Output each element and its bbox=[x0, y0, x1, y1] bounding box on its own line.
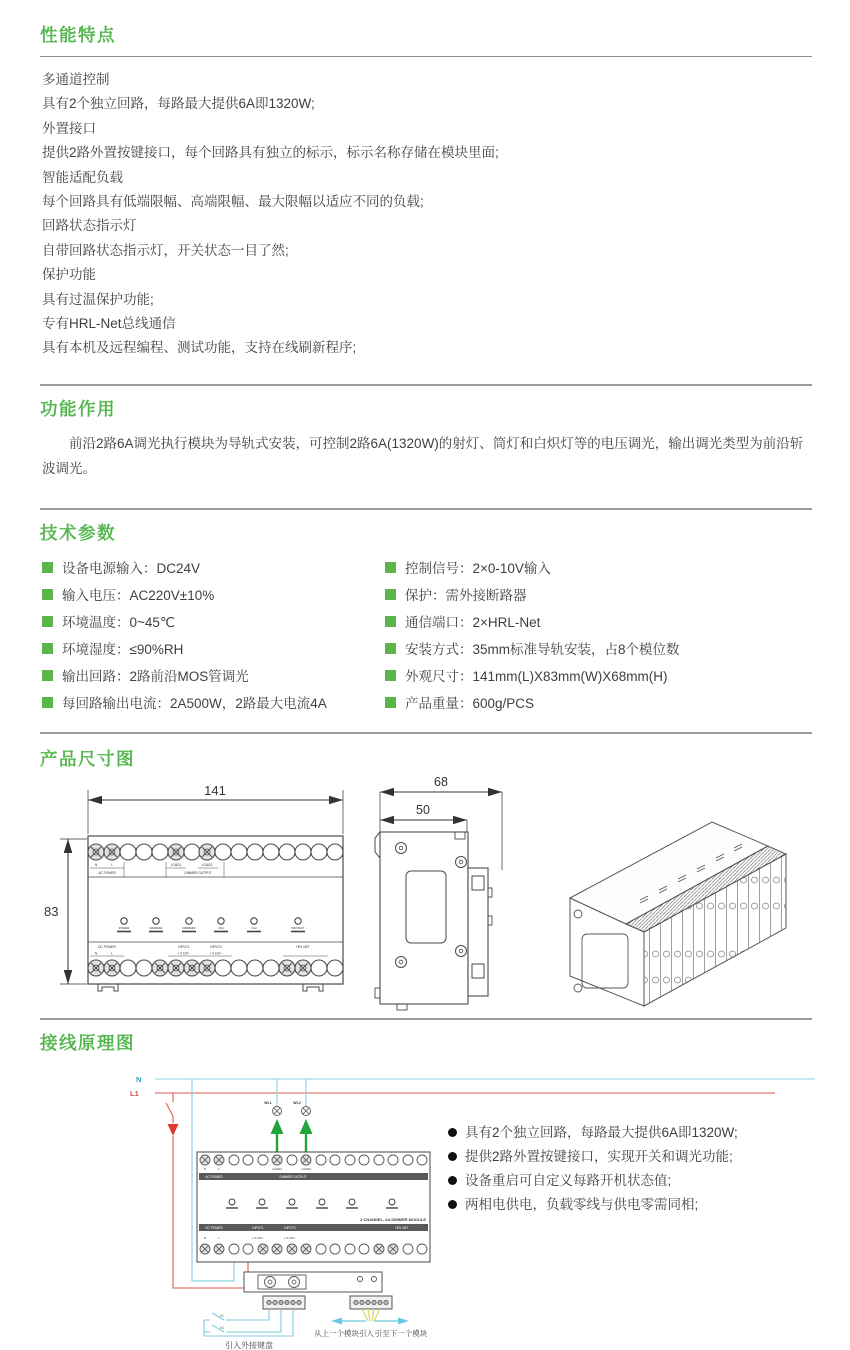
green-square-bullet bbox=[42, 670, 53, 681]
svg-text:DIMMER1: DIMMER1 bbox=[149, 926, 163, 930]
feature-line: 自带回路状态指示灯，开关状态一目了然; bbox=[42, 242, 289, 258]
bullet-dot-icon bbox=[448, 1176, 457, 1185]
spec-text: 每回路输出电流：2A500W，2路最大电流4A bbox=[62, 696, 327, 711]
spec-item bbox=[42, 614, 372, 628]
svg-text:DC POWER: DC POWER bbox=[205, 1226, 223, 1230]
spec-text: 环境温度：0~45℃ bbox=[62, 615, 176, 630]
bottom-connector-box bbox=[244, 1272, 382, 1292]
feature-line: 外置接口 bbox=[42, 120, 96, 136]
spec-item bbox=[385, 668, 815, 682]
next-module-arrow bbox=[374, 1318, 409, 1325]
specs-left-column bbox=[42, 560, 372, 722]
feature-line: 多通道控制 bbox=[42, 72, 110, 87]
side-view-drawing bbox=[365, 772, 515, 1014]
svg-text:LOAD2: LOAD2 bbox=[201, 863, 213, 867]
section-divider bbox=[40, 508, 812, 510]
svg-text:N: N bbox=[94, 863, 98, 867]
spec-text: 输出回路：2路前沿MOS管调光 bbox=[62, 669, 249, 684]
svg-text:DC POWER: DC POWER bbox=[98, 945, 116, 949]
svg-text:DIMMER2: DIMMER2 bbox=[182, 926, 196, 930]
green-square-bullet bbox=[385, 670, 396, 681]
dim-83-label: 83 bbox=[44, 904, 59, 919]
spec-item bbox=[385, 641, 815, 655]
svg-text:+ 0-10V -: + 0-10V - bbox=[251, 1236, 265, 1240]
spec-text: 设备电源输入：DC24V bbox=[62, 561, 201, 576]
load-lamp-2 bbox=[293, 1079, 312, 1152]
svg-text:L: L bbox=[218, 1236, 220, 1240]
feature-line: 具有本机及远程编程、测试功能，支持在线刷新程序; bbox=[42, 340, 357, 356]
green-square-bullet bbox=[385, 589, 396, 600]
spec-text: 安装方式：35mm标准导轨安装，占8个模位数 bbox=[405, 642, 680, 657]
note-item bbox=[448, 1124, 828, 1141]
specs-section-title: 技术参数 bbox=[40, 523, 116, 543]
note-item bbox=[448, 1172, 828, 1189]
prev-module-arrow bbox=[331, 1318, 366, 1325]
spec-text: 控制信号：2×0-10V输入 bbox=[405, 561, 551, 576]
svg-text:+ 0-10V -: + 0-10V - bbox=[209, 951, 223, 956]
feature-line: 具有2个独立回路，每路最大提供6A即1320W; bbox=[42, 96, 315, 112]
green-square-bullet bbox=[385, 697, 396, 708]
svg-text:N: N bbox=[203, 1236, 207, 1240]
green-square-bullet bbox=[385, 643, 396, 654]
green-square-bullet bbox=[42, 697, 53, 708]
green-square-bullet bbox=[42, 643, 53, 654]
wiring-section-title: 接线原理图 bbox=[40, 1033, 135, 1053]
green-square-bullet bbox=[42, 562, 53, 573]
svg-text:LOAD2: LOAD2 bbox=[301, 1167, 311, 1171]
svg-text:WL1: WL1 bbox=[264, 1101, 272, 1105]
svg-text:PROTECT: PROTECT bbox=[291, 926, 305, 930]
spec-text: 产品重量：600g/PCS bbox=[405, 696, 535, 711]
function-section-title: 功能作用 bbox=[40, 399, 116, 419]
svg-text:CH2: CH2 bbox=[251, 926, 257, 930]
spec-item bbox=[42, 695, 372, 709]
feature-line: 专有HRL-Net总线通信 bbox=[42, 316, 176, 332]
neutral-line-label: N bbox=[136, 1075, 142, 1084]
module-caption: 2 CHANNEL, 6A DIMMER MODULE bbox=[360, 1217, 426, 1222]
title-underline bbox=[40, 56, 812, 57]
feature-line: 智能适配负载 bbox=[42, 169, 123, 185]
up-arrow-icon bbox=[300, 1119, 313, 1134]
up-arrow-icon bbox=[271, 1119, 284, 1134]
to-next-caption: 引至下一个模块 bbox=[374, 1329, 428, 1338]
bus-wires bbox=[362, 1309, 380, 1321]
dim-68-label: 68 bbox=[434, 775, 448, 789]
dim-141-label: 141 bbox=[204, 783, 226, 798]
keypad-caption: 引入外接键盘 bbox=[225, 1341, 273, 1350]
spec-item bbox=[42, 560, 372, 574]
section-divider bbox=[40, 732, 812, 734]
svg-text:INPUT2: INPUT2 bbox=[210, 945, 222, 949]
spec-text: 输入电压：AC220V±10% bbox=[62, 588, 215, 603]
note-item bbox=[448, 1148, 828, 1165]
switch2-label: K2 bbox=[220, 1326, 224, 1330]
feature-line: 每个回路具有低端限幅、高端限幅、最大限幅以适应不同的负载; bbox=[42, 194, 424, 210]
bullet-dot-icon bbox=[448, 1200, 457, 1209]
svg-text:L: L bbox=[111, 863, 113, 867]
svg-text:N: N bbox=[94, 951, 98, 956]
isometric-view-drawing bbox=[540, 782, 840, 1014]
spec-item bbox=[385, 695, 815, 709]
svg-text:+ 0-10V -: + 0-10V - bbox=[177, 951, 191, 956]
svg-text:AC POWER: AC POWER bbox=[205, 1175, 223, 1179]
dimmer-module bbox=[197, 1152, 430, 1262]
note-text: 具有2个独立回路，每路最大提供6A即1320W; bbox=[465, 1125, 738, 1140]
feature-line: 提供2路外置按键接口，每个回路具有独立的标示，标示名称存储在模块里面; bbox=[42, 145, 499, 161]
spec-text: 通信端口：2×HRL-Net bbox=[405, 615, 541, 630]
note-item bbox=[448, 1196, 828, 1213]
spec-item bbox=[42, 668, 372, 682]
svg-text:AC POWER: AC POWER bbox=[98, 871, 116, 875]
dim-50-label: 50 bbox=[416, 803, 430, 817]
green-square-bullet bbox=[385, 562, 396, 573]
bus-terminal-strip bbox=[350, 1296, 392, 1309]
svg-text:POWER: POWER bbox=[118, 926, 130, 930]
switch1-label: K1 bbox=[220, 1314, 224, 1318]
features-list bbox=[42, 68, 817, 361]
features-section-title: 性能特点 bbox=[40, 25, 116, 45]
svg-text:HRL NET: HRL NET bbox=[296, 945, 310, 949]
svg-text:INPUT1: INPUT1 bbox=[178, 945, 190, 949]
svg-text:N: N bbox=[203, 1167, 207, 1171]
section-divider bbox=[40, 384, 812, 386]
svg-text:CH1: CH1 bbox=[218, 926, 224, 930]
bullet-dot-icon bbox=[448, 1152, 457, 1161]
spec-text: 外观尺寸：141mm(L)X83mm(W)X68mm(H) bbox=[405, 669, 668, 684]
svg-text:DIMMER OUTPUT: DIMMER OUTPUT bbox=[279, 1175, 307, 1179]
svg-text:WL2: WL2 bbox=[293, 1101, 301, 1105]
spec-item bbox=[385, 614, 815, 628]
spec-item bbox=[42, 641, 372, 655]
svg-text:DIMMER OUTPUT: DIMMER OUTPUT bbox=[184, 871, 212, 875]
svg-text:L: L bbox=[111, 951, 113, 956]
feature-line: 具有过温保护功能; bbox=[42, 291, 154, 307]
green-square-bullet bbox=[385, 616, 396, 627]
bullet-dot-icon bbox=[448, 1128, 457, 1137]
load-lamp-1 bbox=[264, 1079, 283, 1152]
svg-text:INPUT2: INPUT2 bbox=[284, 1226, 296, 1230]
note-text: 设备重启可自定义每路开机状态值; bbox=[465, 1173, 672, 1188]
spec-text: 环境湿度：≤90%RH bbox=[62, 642, 184, 657]
keypad-terminal-strip bbox=[263, 1296, 305, 1309]
feature-line: 保护功能 bbox=[42, 267, 96, 283]
spec-item bbox=[42, 587, 372, 601]
spec-item bbox=[385, 560, 815, 574]
note-text: 提供2路外置按键接口，实现开关和调光功能; bbox=[465, 1149, 733, 1164]
note-text: 两相电供电，负载零线与供电零需同相; bbox=[465, 1197, 699, 1212]
wiring-notes-list bbox=[448, 1124, 828, 1220]
svg-text:L: L bbox=[218, 1167, 220, 1171]
feature-line: 回路状态指示灯 bbox=[42, 218, 137, 234]
function-paragraph: 前沿2路6A调光执行模块为导轨式安装，可控制2路6A(1320W)的射灯、筒灯和白炽灯等的电压调光，输出调光类型为前沿斩波调光。 bbox=[42, 436, 804, 476]
svg-text:LOAD1: LOAD1 bbox=[272, 1167, 282, 1171]
keypad-wires bbox=[204, 1309, 293, 1336]
from-prev-caption: 从上一个模块引入 bbox=[314, 1329, 374, 1338]
green-square-bullet bbox=[42, 616, 53, 627]
section-divider bbox=[40, 1018, 812, 1020]
specs-right-column bbox=[385, 560, 815, 722]
svg-text:INPUT1: INPUT1 bbox=[252, 1226, 264, 1230]
spec-item bbox=[385, 587, 815, 601]
svg-text:LOAD1: LOAD1 bbox=[170, 863, 182, 867]
green-square-bullet bbox=[42, 589, 53, 600]
live-line-label: L1 bbox=[130, 1089, 139, 1098]
spec-text: 保护：需外接断路器 bbox=[405, 588, 527, 603]
svg-text:+ 0-10V -: + 0-10V - bbox=[283, 1236, 297, 1240]
front-view-drawing bbox=[38, 782, 360, 1010]
svg-text:HRL NET: HRL NET bbox=[395, 1226, 409, 1230]
dimensions-section-title: 产品尺寸图 bbox=[40, 749, 135, 769]
